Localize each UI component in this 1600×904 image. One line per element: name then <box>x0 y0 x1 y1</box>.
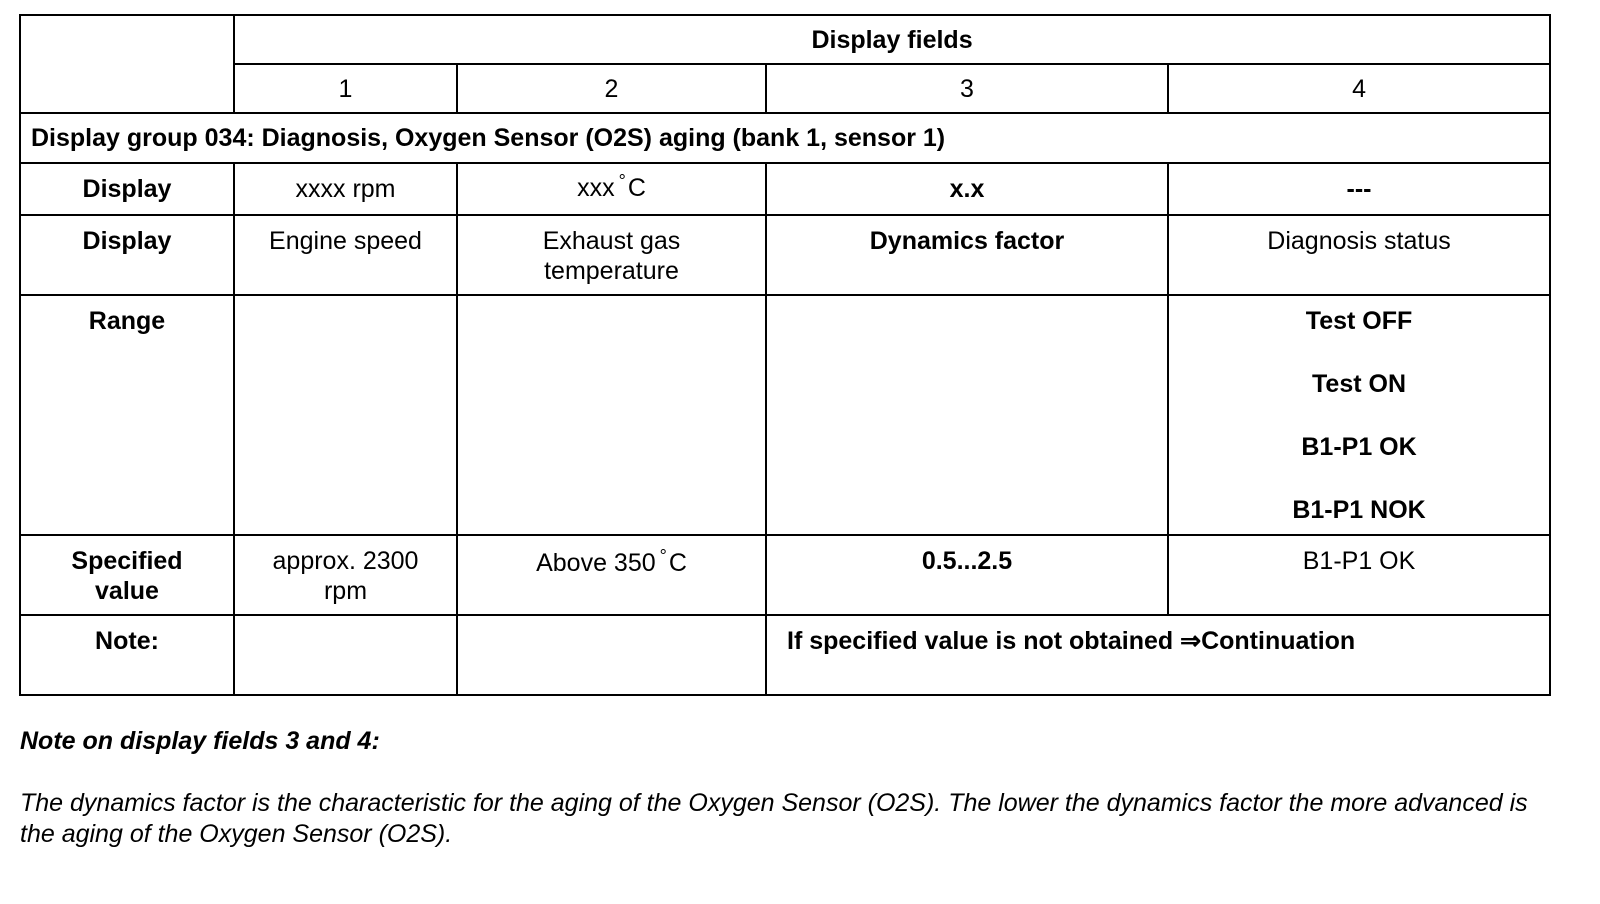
header-row-fields <box>20 15 1550 64</box>
group-title-row <box>20 113 1550 163</box>
continuation-note: If specified value is not obtained ⇒Continuation <box>766 615 1550 695</box>
status-b1-p1-nok: B1-P1 NOK <box>1292 496 1426 524</box>
range-cell-1 <box>234 295 457 535</box>
row-label-specified-line2: value <box>95 577 159 605</box>
header-row-numbers <box>20 64 1550 113</box>
display-unit-3: x.x <box>766 163 1168 215</box>
specified-value-row <box>20 535 1550 615</box>
display-name-2-line2: temperature <box>544 257 679 285</box>
display-unit-2-unit: C <box>627 174 646 202</box>
row-label-display-name: Display <box>20 215 234 295</box>
range-cell-4 <box>1168 295 1550 535</box>
specified-value-1-line1: approx. 2300 <box>272 547 419 575</box>
note-cell-2 <box>457 615 766 695</box>
row-label-specified <box>20 535 234 615</box>
display-fields-header: Display fields <box>234 15 1550 64</box>
display-group-table <box>19 14 1551 696</box>
display-unit-1: xxxx rpm <box>234 163 457 215</box>
display-names-row <box>20 215 1550 295</box>
display-units-row <box>20 163 1550 215</box>
degree-symbol: ° <box>659 546 667 566</box>
status-test-off: Test OFF <box>1305 307 1413 335</box>
notes-heading: Note on display fields 3 and 4: <box>20 727 380 755</box>
diagnosis-status-list <box>1175 306 1543 525</box>
display-unit-2-value: xxx <box>577 174 615 202</box>
note-row <box>20 615 1550 695</box>
note-cell-1 <box>234 615 457 695</box>
row-label-specified-line1: Specified <box>71 547 183 575</box>
display-name-4: Diagnosis status <box>1168 215 1550 295</box>
specified-value-2-unit: C <box>668 549 687 577</box>
range-cell-3 <box>766 295 1168 535</box>
specified-value-2 <box>457 535 766 615</box>
row-label-display: Display <box>20 163 234 215</box>
range-row <box>20 295 1550 535</box>
display-name-3: Dynamics factor <box>766 215 1168 295</box>
field-number-1: 1 <box>234 64 457 113</box>
specified-value-2-value: Above 350 <box>536 549 656 577</box>
display-group-title: Display group 034: Diagnosis, Oxygen Sensor (O2S) aging (bank 1, sensor 1) <box>20 113 1550 163</box>
specified-value-4: B1-P1 OK <box>1168 535 1550 615</box>
display-unit-4: --- <box>1168 163 1550 215</box>
field-number-3: 3 <box>766 64 1168 113</box>
degree-symbol: ° <box>618 171 626 191</box>
corner-cell <box>20 15 234 113</box>
display-unit-2 <box>457 163 766 215</box>
specified-value-3: 0.5...2.5 <box>766 535 1168 615</box>
field-number-4: 4 <box>1168 64 1550 113</box>
field-number-2: 2 <box>457 64 766 113</box>
range-cell-2 <box>457 295 766 535</box>
row-label-note: Note: <box>20 615 234 695</box>
row-label-range: Range <box>20 295 234 535</box>
specified-value-1-line2: rpm <box>323 577 368 605</box>
status-b1-p1-ok: B1-P1 OK <box>1301 433 1417 461</box>
status-test-on: Test ON <box>1312 370 1407 398</box>
display-name-2 <box>457 215 766 295</box>
display-name-1: Engine speed <box>234 215 457 295</box>
display-name-2-line1: Exhaust gas <box>542 227 681 255</box>
notes-body: The dynamics factor is the characteristic for the aging of the Oxygen Sensor (O2S). The lower the dynamics factor the more advanced is the aging of the Oxygen Sensor (O2S). <box>20 789 1528 848</box>
specified-value-1 <box>234 535 457 615</box>
